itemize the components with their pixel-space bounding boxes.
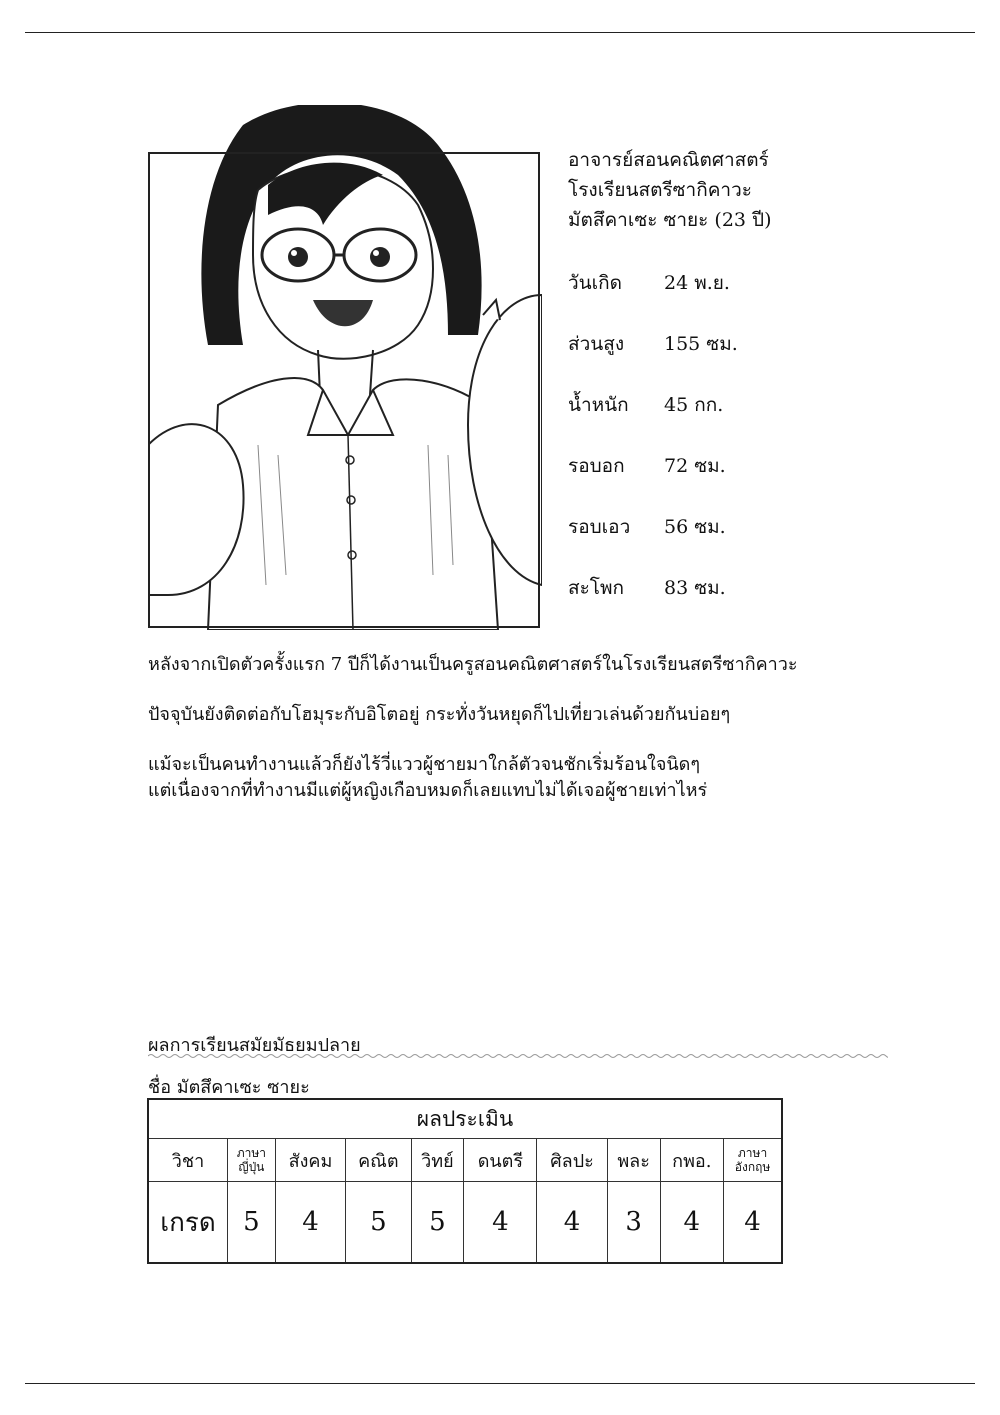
subject-art: ศิลปะ (537, 1139, 607, 1182)
grades-section-title: ผลการเรียนสมัยมัธยมปลาย (148, 1035, 361, 1056)
subject-japanese: ภาษา ญี่ปุ่น (228, 1139, 276, 1182)
bio-paragraph-2: ปัจจุบันยังติดต่อกับโฮมุระกับอิโตอยู่ กระทั่งวันหยุดก็ไปเที่ยวเล่นด้วยกันบ่อยๆ (148, 704, 731, 725)
stat-value: 155 ซม. (664, 333, 738, 355)
portrait-frame (148, 152, 540, 628)
subject-science: วิทย์ (411, 1139, 464, 1182)
subjects-row (148, 1139, 782, 1182)
grades-row (148, 1182, 782, 1264)
profile-name-age: มัตสึคาเซะ ซายะ (23 ปี) (568, 209, 772, 231)
grade-japanese: 5 (228, 1182, 276, 1264)
subject-header: วิชา (148, 1139, 228, 1182)
stat-label: วันเกิด (568, 272, 622, 294)
stat-label: ส่วนสูง (568, 333, 625, 355)
stat-label: รอบเอว (568, 516, 631, 538)
grades-table-title: ผลประเมิน (148, 1099, 782, 1139)
grade-science: 5 (411, 1182, 464, 1264)
subject-math: คณิต (346, 1139, 411, 1182)
stat-height (568, 329, 738, 359)
grade-english: 4 (724, 1182, 782, 1264)
student-name: ชื่อ มัตสึคาเซะ ซายะ (148, 1077, 310, 1098)
stat-bust (568, 451, 726, 481)
stat-value: 24 พ.ย. (664, 272, 730, 294)
grade-math: 5 (346, 1182, 411, 1264)
stat-value: 72 ซม. (664, 455, 726, 477)
subject-music: ดนตรี (464, 1139, 537, 1182)
wavy-divider (148, 1052, 888, 1060)
bio-paragraph-3-line-1: แม้จะเป็นคนทำงานแล้วก็ยังไร้วี่แววผู้ชายมาใกล้ตัวจนชักเริ่มร้อนใจนิดๆ (148, 754, 701, 775)
grades-table (147, 1098, 783, 1264)
character-bio (148, 652, 968, 828)
stat-value: 83 ซม. (664, 577, 726, 599)
bio-paragraph-1: หลังจากเปิดตัวครั้งแรก 7 ปีก็ได้งานเป็นครูสอนคณิตศาสตร์ในโรงเรียนสตรีซากิคาวะ (148, 654, 798, 675)
subject-english: ภาษา อังกฤษ (724, 1139, 782, 1182)
stat-value: 45 กก. (664, 394, 724, 416)
bio-paragraph-3-line-2: แต่เนื่องจากที่ทำงานมีแต่ผู้หญิงเกือบหมดก็เลยแทบไม่ได้เจอผู้ชายเท่าไหร่ (148, 780, 708, 801)
grade-social: 4 (275, 1182, 345, 1264)
subject-home-ec: กพอ. (660, 1139, 724, 1182)
stat-value: 56 ซม. (664, 516, 726, 538)
stat-weight (568, 390, 723, 420)
grade-home-ec: 4 (660, 1182, 724, 1264)
profile-header (568, 145, 772, 235)
stat-waist (568, 512, 726, 542)
grade-header: เกรด (148, 1182, 228, 1264)
subject-pe: พละ (607, 1139, 660, 1182)
stat-label: สะโพก (568, 577, 625, 599)
subject-social: สังคม (275, 1139, 345, 1182)
stat-label: น้ำหนัก (568, 394, 629, 416)
profile-position: อาจารย์สอนคณิตศาสตร์ (568, 149, 769, 171)
profile-school: โรงเรียนสตรีซากิคาวะ (568, 179, 752, 201)
stat-hips (568, 573, 726, 603)
grade-pe: 3 (607, 1182, 660, 1264)
stat-birthday (568, 268, 730, 298)
grade-music: 4 (464, 1182, 537, 1264)
grade-art: 4 (537, 1182, 607, 1264)
bottom-rule (25, 1383, 975, 1384)
top-rule (25, 32, 975, 33)
stat-label: รอบอก (568, 455, 625, 477)
